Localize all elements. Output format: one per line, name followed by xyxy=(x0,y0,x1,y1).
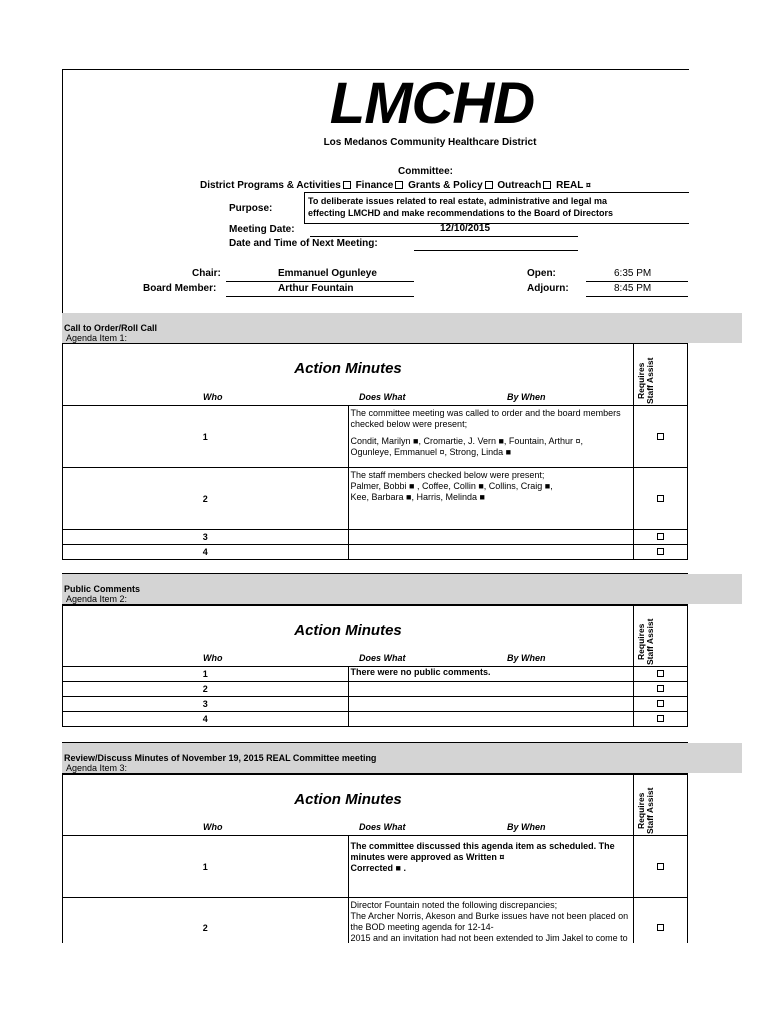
checkbox-icon xyxy=(543,181,551,189)
open-time: 6:35 PM xyxy=(614,268,652,279)
table-header-cell xyxy=(63,775,634,836)
agenda-item-prefix: Agenda Item 3: xyxy=(66,763,128,773)
checkbox-icon xyxy=(485,181,493,189)
purpose-line-2: effecting LMCHD and make recommendations to the Board of Directors xyxy=(308,208,614,218)
description-line: Condit, Marilyn ■, Cromartie, J. Vern ■, Fountain, Arthur ¤, xyxy=(350,436,583,446)
table-header-row xyxy=(63,344,688,406)
table-header-cell xyxy=(63,344,634,406)
purpose-box xyxy=(304,192,689,224)
chair-label: Chair: xyxy=(192,268,221,279)
table-row xyxy=(63,667,688,682)
staff-assist-checkbox[interactable] xyxy=(657,715,664,722)
logo: LMCHD xyxy=(329,71,535,136)
table-header-row xyxy=(63,775,688,836)
staff-assist-label: Staff Assist xyxy=(645,787,655,834)
staff-assist-checkbox[interactable] xyxy=(657,433,664,440)
action-minutes-table-2 xyxy=(62,605,688,727)
staff-assist-cell xyxy=(634,406,688,468)
staff-assist-checkbox[interactable] xyxy=(657,924,664,931)
staff-assist-cell xyxy=(634,836,688,898)
staff-assist-checkbox[interactable] xyxy=(657,863,664,870)
board-member-underline xyxy=(226,296,414,297)
checked-box-icon: ¤ xyxy=(585,180,591,190)
description-line: Palmer, Bobbi ■ , Coffee, Collin ■, Collins, Craig ■, xyxy=(350,481,553,491)
row-number: 3 xyxy=(63,697,349,712)
next-meeting-underline xyxy=(414,250,578,251)
row-description xyxy=(348,836,634,898)
by-when-header: By When xyxy=(507,822,546,832)
row-number: 1 xyxy=(63,406,349,468)
chair-underline xyxy=(226,281,414,282)
table-row xyxy=(63,836,688,898)
staff-assist-cell xyxy=(634,697,688,712)
staff-assist-checkbox[interactable] xyxy=(657,685,664,692)
requires-label: Requires xyxy=(636,792,646,829)
row-description xyxy=(348,682,634,697)
does-what-header: Does What xyxy=(359,653,406,663)
by-when-header: By When xyxy=(507,653,546,663)
committee-grants: Grants & Policy xyxy=(408,180,483,191)
staff-assist-checkbox[interactable] xyxy=(657,495,664,502)
description-line: The committee meeting was called to order and the board members checked below were present; xyxy=(350,408,621,429)
description-line: 2015 and an invitation had not been extended to Jim Jakel to come to xyxy=(350,933,628,943)
who-header: Who xyxy=(203,392,223,402)
row-number: 4 xyxy=(63,712,349,727)
agenda-item-2-bar xyxy=(62,574,742,604)
committee-label: Committee: xyxy=(398,166,454,177)
row-description xyxy=(348,712,634,727)
committee-outreach: Outreach xyxy=(497,180,542,191)
table-row xyxy=(63,545,688,560)
chair-name: Emmanuel Ogunleye xyxy=(278,268,377,279)
adjourn-time: 8:45 PM xyxy=(614,283,652,294)
action-minutes-title: Action Minutes xyxy=(294,622,402,639)
staff-assist-cell xyxy=(634,667,688,682)
does-what-header: Does What xyxy=(359,392,406,402)
requires-staff-assist-header xyxy=(634,344,688,406)
action-minutes-title: Action Minutes xyxy=(294,791,402,808)
board-member-name: Arthur Fountain xyxy=(278,283,354,294)
staff-assist-cell xyxy=(634,468,688,530)
row-description: There were no public comments. xyxy=(348,667,634,682)
who-header: Who xyxy=(203,822,223,832)
purpose-line-1: To deliberate issues related to real estate, administrative and legal ma xyxy=(308,196,607,206)
row-description xyxy=(348,697,634,712)
org-name: Los Medanos Community Healthcare District xyxy=(323,137,537,148)
staff-assist-label: Staff Assist xyxy=(645,357,655,404)
staff-assist-cell xyxy=(634,682,688,697)
row-description xyxy=(348,468,634,530)
requires-label: Requires xyxy=(636,362,646,399)
row-number: 1 xyxy=(63,836,349,898)
agenda-item-3-bar xyxy=(62,743,742,773)
description-line: The committee discussed this agenda item as scheduled. The minutes were approved as Written ¤ xyxy=(350,841,615,862)
staff-assist-cell xyxy=(634,712,688,727)
row-description xyxy=(348,406,634,468)
meeting-date-underline xyxy=(310,236,578,237)
requires-staff-assist-label xyxy=(637,358,655,404)
description-line: Kee, Barbara ■, Harris, Melinda ■ xyxy=(350,492,485,502)
description-line: Ogunleye, Emmanuel ¤, Strong, Linda ■ xyxy=(350,447,512,457)
committee-district-programs: District Programs & Activities xyxy=(200,180,341,191)
table-row xyxy=(63,530,688,545)
description-line: Corrected ■ . xyxy=(350,863,406,873)
row-number: 3 xyxy=(63,530,349,545)
table-row xyxy=(63,682,688,697)
committee-real: REAL xyxy=(556,180,584,191)
committee-finance: Finance xyxy=(355,180,394,191)
description-line: The Archer Norris, Akeson and Burke issues have not been placed on the BOD meeting agenda for 12-14- xyxy=(350,911,629,932)
action-minutes-title: Action Minutes xyxy=(294,360,402,377)
staff-assist-checkbox[interactable] xyxy=(657,670,664,677)
table-header-row xyxy=(63,606,688,667)
staff-assist-checkbox[interactable] xyxy=(657,548,664,555)
meeting-date: 12/10/2015 xyxy=(440,223,491,234)
meeting-date-label: Meeting Date: xyxy=(229,224,295,235)
table-row xyxy=(63,468,688,530)
purpose-label: Purpose: xyxy=(229,203,273,214)
action-minutes-table-1 xyxy=(62,343,688,560)
requires-staff-assist-label xyxy=(637,788,655,834)
board-member-label: Board Member: xyxy=(143,283,217,294)
row-description xyxy=(348,545,634,560)
table-header-cell xyxy=(63,606,634,667)
adjourn-underline xyxy=(586,296,688,297)
description-line: Director Fountain noted the following discrepancies; xyxy=(350,900,558,910)
agenda-item-title: Review/Discuss Minutes of November 19, 2015 REAL Committee meeting xyxy=(64,753,377,763)
requires-staff-assist-header xyxy=(634,775,688,836)
row-number: 2 xyxy=(63,898,349,958)
open-underline xyxy=(586,281,688,282)
row-number: 2 xyxy=(63,468,349,530)
checkbox-icon xyxy=(395,181,403,189)
table-row xyxy=(63,697,688,712)
agenda-item-title: Public Comments xyxy=(64,584,141,594)
agenda-item-1-bar xyxy=(62,313,742,343)
next-meeting-label: Date and Time of Next Meeting: xyxy=(229,238,378,249)
requires-label: Requires xyxy=(636,623,646,660)
agenda-item-prefix: Agenda Item 1: xyxy=(66,333,128,343)
staff-assist-cell xyxy=(634,530,688,545)
description-line: The staff members checked below were present; xyxy=(350,470,545,480)
committee-list xyxy=(200,180,591,191)
agenda-item-title: Call to Order/Roll Call xyxy=(64,323,158,333)
adjourn-label: Adjourn: xyxy=(527,283,569,294)
row-number: 1 xyxy=(63,667,349,682)
staff-assist-checkbox[interactable] xyxy=(657,533,664,540)
page-bottom-mask xyxy=(0,943,770,1024)
staff-assist-cell xyxy=(634,545,688,560)
table-row xyxy=(63,406,688,468)
by-when-header: By When xyxy=(507,392,546,402)
row-number: 2 xyxy=(63,682,349,697)
row-number: 4 xyxy=(63,545,349,560)
requires-staff-assist-header xyxy=(634,606,688,667)
agenda-item-prefix: Agenda Item 2: xyxy=(66,594,128,604)
row-description xyxy=(348,530,634,545)
action-minutes-table-3 xyxy=(62,774,688,958)
table-row xyxy=(63,712,688,727)
checkbox-icon xyxy=(343,181,351,189)
who-header: Who xyxy=(203,653,223,663)
staff-assist-label: Staff Assist xyxy=(645,618,655,665)
requires-staff-assist-label xyxy=(637,619,655,665)
staff-assist-checkbox[interactable] xyxy=(657,700,664,707)
does-what-header: Does What xyxy=(359,822,406,832)
open-label: Open: xyxy=(527,268,556,279)
